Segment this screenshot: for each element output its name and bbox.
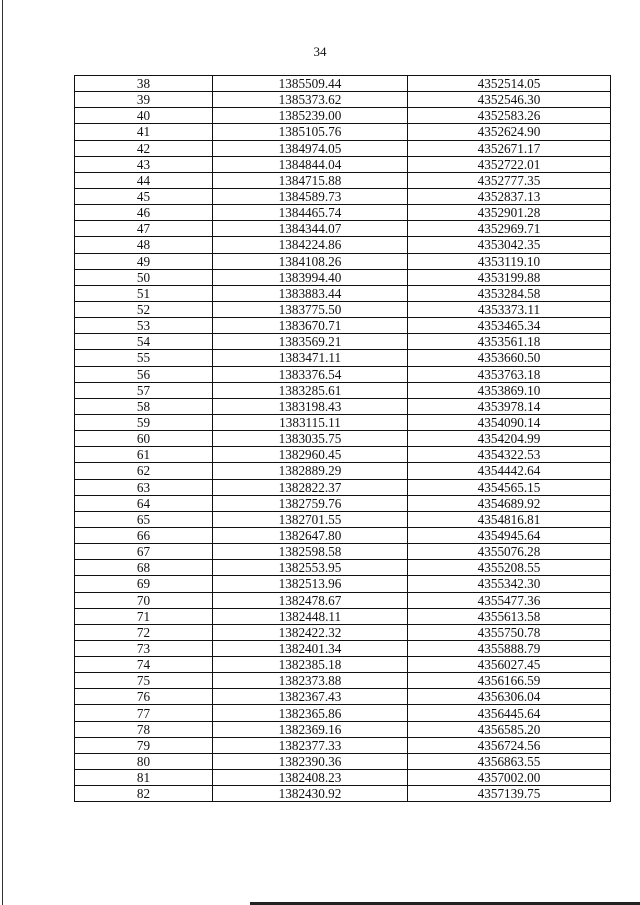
point-number-cell: 48 [75,237,213,253]
point-number-cell: 64 [75,495,213,511]
table-row [75,76,611,92]
y-coordinate-cell: 4353199.88 [408,269,611,285]
table-row [75,350,611,366]
table-row [75,431,611,447]
point-number-cell: 80 [75,753,213,769]
point-number-cell: 59 [75,414,213,430]
table-row [75,253,611,269]
table-row [75,737,611,753]
point-number-cell: 50 [75,269,213,285]
y-coordinate-cell: 4353042.35 [408,237,611,253]
table-row [75,770,611,786]
x-coordinate-cell: 1384974.05 [213,140,408,156]
point-number-cell: 67 [75,544,213,560]
x-coordinate-cell: 1382822.37 [213,479,408,495]
x-coordinate-cell: 1383471.11 [213,350,408,366]
x-coordinate-cell: 1382513.96 [213,576,408,592]
x-coordinate-cell: 1385239.00 [213,108,408,124]
x-coordinate-cell: 1384465.74 [213,205,408,221]
x-coordinate-cell: 1382701.55 [213,511,408,527]
point-number-cell: 76 [75,689,213,705]
x-coordinate-cell: 1383376.54 [213,366,408,382]
y-coordinate-cell: 4352514.05 [408,76,611,92]
x-coordinate-cell: 1383115.11 [213,414,408,430]
table-row [75,495,611,511]
table-row [75,172,611,188]
table-row [75,479,611,495]
y-coordinate-cell: 4354816.81 [408,511,611,527]
point-number-cell: 73 [75,640,213,656]
table-row [75,140,611,156]
table-row [75,414,611,430]
y-coordinate-cell: 4356585.20 [408,721,611,737]
point-number-cell: 63 [75,479,213,495]
table-row [75,447,611,463]
y-coordinate-cell: 4356724.56 [408,737,611,753]
y-coordinate-cell: 4353465.34 [408,318,611,334]
table-row [75,318,611,334]
table-row [75,624,611,640]
point-number-cell: 51 [75,285,213,301]
y-coordinate-cell: 4352777.35 [408,172,611,188]
point-number-cell: 49 [75,253,213,269]
point-number-cell: 66 [75,527,213,543]
point-number-cell: 68 [75,560,213,576]
y-coordinate-cell: 4353978.14 [408,398,611,414]
point-number-cell: 41 [75,124,213,140]
point-number-cell: 58 [75,398,213,414]
table-row [75,205,611,221]
x-coordinate-cell: 1384589.73 [213,188,408,204]
table-row [75,221,611,237]
y-coordinate-cell: 4356445.64 [408,705,611,721]
point-number-cell: 47 [75,221,213,237]
y-coordinate-cell: 4352546.30 [408,92,611,108]
table-row [75,560,611,576]
table-row [75,786,611,802]
point-number-cell: 57 [75,382,213,398]
table-row [75,657,611,673]
point-number-cell: 72 [75,624,213,640]
table-row [75,721,611,737]
x-coordinate-cell: 1382369.16 [213,721,408,737]
x-coordinate-cell: 1382367.43 [213,689,408,705]
y-coordinate-cell: 4354090.14 [408,414,611,430]
y-coordinate-cell: 4353284.58 [408,285,611,301]
x-coordinate-cell: 1385509.44 [213,76,408,92]
point-number-cell: 44 [75,172,213,188]
point-number-cell: 70 [75,592,213,608]
y-coordinate-cell: 4354204.99 [408,431,611,447]
y-coordinate-cell: 4355477.36 [408,592,611,608]
x-coordinate-cell: 1385373.62 [213,92,408,108]
x-coordinate-cell: 1384844.04 [213,156,408,172]
x-coordinate-cell: 1382647.80 [213,527,408,543]
point-number-cell: 56 [75,366,213,382]
y-coordinate-cell: 4352583.26 [408,108,611,124]
x-coordinate-cell: 1382430.92 [213,786,408,802]
point-number-cell: 79 [75,737,213,753]
y-coordinate-cell: 4354945.64 [408,527,611,543]
x-coordinate-cell: 1383994.40 [213,269,408,285]
y-coordinate-cell: 4356863.55 [408,753,611,769]
x-coordinate-cell: 1382390.36 [213,753,408,769]
x-coordinate-cell: 1384715.88 [213,172,408,188]
point-number-cell: 78 [75,721,213,737]
y-coordinate-cell: 4355076.28 [408,544,611,560]
x-coordinate-cell: 1382448.11 [213,608,408,624]
y-coordinate-cell: 4355208.55 [408,560,611,576]
y-coordinate-cell: 4354565.15 [408,479,611,495]
table-row [75,544,611,560]
coordinates-table-body [75,76,611,802]
point-number-cell: 82 [75,786,213,802]
y-coordinate-cell: 4353660.50 [408,350,611,366]
y-coordinate-cell: 4353119.10 [408,253,611,269]
y-coordinate-cell: 4355888.79 [408,640,611,656]
table-row [75,640,611,656]
x-coordinate-cell: 1383775.50 [213,301,408,317]
point-number-cell: 40 [75,108,213,124]
table-row [75,269,611,285]
x-coordinate-cell: 1382759.76 [213,495,408,511]
x-coordinate-cell: 1382598.58 [213,544,408,560]
y-coordinate-cell: 4355750.78 [408,624,611,640]
y-coordinate-cell: 4352901.28 [408,205,611,221]
point-number-cell: 74 [75,657,213,673]
table-row [75,463,611,479]
table-row [75,576,611,592]
point-number-cell: 46 [75,205,213,221]
x-coordinate-cell: 1384224.86 [213,237,408,253]
point-number-cell: 61 [75,447,213,463]
x-coordinate-cell: 1384108.26 [213,253,408,269]
table-row [75,608,611,624]
y-coordinate-cell: 4357002.00 [408,770,611,786]
y-coordinate-cell: 4352837.13 [408,188,611,204]
y-coordinate-cell: 4356306.04 [408,689,611,705]
table-row [75,156,611,172]
table-row [75,527,611,543]
x-coordinate-cell: 1383670.71 [213,318,408,334]
table-row [75,382,611,398]
table-row [75,511,611,527]
y-coordinate-cell: 4353373.11 [408,301,611,317]
page-number: 34 [313,44,327,59]
table-row [75,108,611,124]
point-number-cell: 54 [75,334,213,350]
point-number-cell: 69 [75,576,213,592]
table-row [75,673,611,689]
x-coordinate-cell: 1382408.23 [213,770,408,786]
point-number-cell: 38 [75,76,213,92]
x-coordinate-cell: 1384344.07 [213,221,408,237]
x-coordinate-cell: 1382401.34 [213,640,408,656]
y-coordinate-cell: 4357139.75 [408,786,611,802]
x-coordinate-cell: 1382373.88 [213,673,408,689]
x-coordinate-cell: 1382960.45 [213,447,408,463]
point-number-cell: 45 [75,188,213,204]
y-coordinate-cell: 4354322.53 [408,447,611,463]
table-row [75,689,611,705]
x-coordinate-cell: 1382553.95 [213,560,408,576]
x-coordinate-cell: 1382422.32 [213,624,408,640]
y-coordinate-cell: 4355613.58 [408,608,611,624]
table-row [75,366,611,382]
point-number-cell: 42 [75,140,213,156]
y-coordinate-cell: 4355342.30 [408,576,611,592]
x-coordinate-cell: 1382889.29 [213,463,408,479]
table-row [75,237,611,253]
table-row [75,124,611,140]
y-coordinate-cell: 4352722.01 [408,156,611,172]
y-coordinate-cell: 4354442.64 [408,463,611,479]
x-coordinate-cell: 1383285.61 [213,382,408,398]
x-coordinate-cell: 1382385.18 [213,657,408,673]
point-number-cell: 75 [75,673,213,689]
point-number-cell: 55 [75,350,213,366]
y-coordinate-cell: 4356027.45 [408,657,611,673]
point-number-cell: 53 [75,318,213,334]
y-coordinate-cell: 4352969.71 [408,221,611,237]
point-number-cell: 62 [75,463,213,479]
point-number-cell: 81 [75,770,213,786]
x-coordinate-cell: 1383198.43 [213,398,408,414]
x-coordinate-cell: 1383035.75 [213,431,408,447]
table-row [75,285,611,301]
x-coordinate-cell: 1382365.86 [213,705,408,721]
table-row [75,92,611,108]
coordinates-table [74,75,611,802]
point-number-cell: 39 [75,92,213,108]
y-coordinate-cell: 4356166.59 [408,673,611,689]
point-number-cell: 52 [75,301,213,317]
point-number-cell: 60 [75,431,213,447]
y-coordinate-cell: 4354689.92 [408,495,611,511]
x-coordinate-cell: 1382478.67 [213,592,408,608]
y-coordinate-cell: 4352671.17 [408,140,611,156]
point-number-cell: 77 [75,705,213,721]
point-number-cell: 43 [75,156,213,172]
point-number-cell: 65 [75,511,213,527]
x-coordinate-cell: 1383569.21 [213,334,408,350]
table-row [75,301,611,317]
y-coordinate-cell: 4353869.10 [408,382,611,398]
y-coordinate-cell: 4353561.18 [408,334,611,350]
x-coordinate-cell: 1382377.33 [213,737,408,753]
table-row [75,334,611,350]
table-row [75,398,611,414]
point-number-cell: 71 [75,608,213,624]
table-row [75,592,611,608]
table-row [75,753,611,769]
table-row [75,188,611,204]
table-row [75,705,611,721]
scan-left-edge-line [2,0,3,905]
x-coordinate-cell: 1383883.44 [213,285,408,301]
y-coordinate-cell: 4353763.18 [408,366,611,382]
x-coordinate-cell: 1385105.76 [213,124,408,140]
y-coordinate-cell: 4352624.90 [408,124,611,140]
